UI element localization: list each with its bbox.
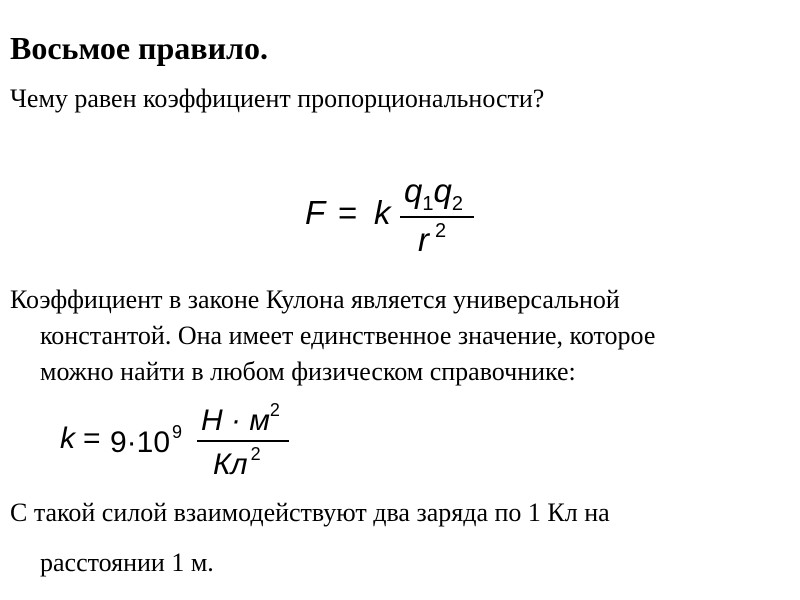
formula-units-numerator: $Н \cdot м^2$	[201, 400, 280, 437]
paragraph-line: константой. Она имеет единственное значение, которое	[40, 321, 656, 350]
formula-equals-sign: =	[338, 194, 358, 231]
formula-coefficient: 9·10 $^9$	[110, 422, 183, 459]
formula-denominator: r $^2$	[418, 220, 447, 258]
fraction-bar	[197, 440, 289, 442]
formula-k-symbol: k	[374, 194, 391, 231]
paragraph-line: С такой силой взаимодействуют два заряда по 1 Кл на	[10, 498, 610, 527]
paragraph-line: Коэффициент в законе Кулона является универсальной	[10, 285, 620, 314]
formula-equals-sign: =	[83, 422, 101, 455]
formula-k-symbol: k	[60, 422, 75, 455]
slide-title: Восьмое правило.	[10, 30, 268, 66]
formula-force-symbol: F	[305, 194, 326, 231]
coulomb-law-formula	[300, 170, 500, 270]
paragraph-line: можно найти в любом физическом справочнике:	[40, 357, 576, 386]
fraction-bar	[400, 216, 474, 218]
formula-numerator: $q_1q_2$	[404, 172, 463, 215]
formula-units-denominator: Кл $^2$	[213, 444, 261, 481]
conclusion-paragraph	[10, 488, 610, 588]
question-text: Чему равен коэффициент пропорциональности?	[10, 84, 545, 113]
paragraph-line: расстоянии 1 м.	[40, 548, 214, 577]
explanation-paragraph	[10, 282, 655, 390]
coulomb-constant-formula	[55, 400, 315, 480]
